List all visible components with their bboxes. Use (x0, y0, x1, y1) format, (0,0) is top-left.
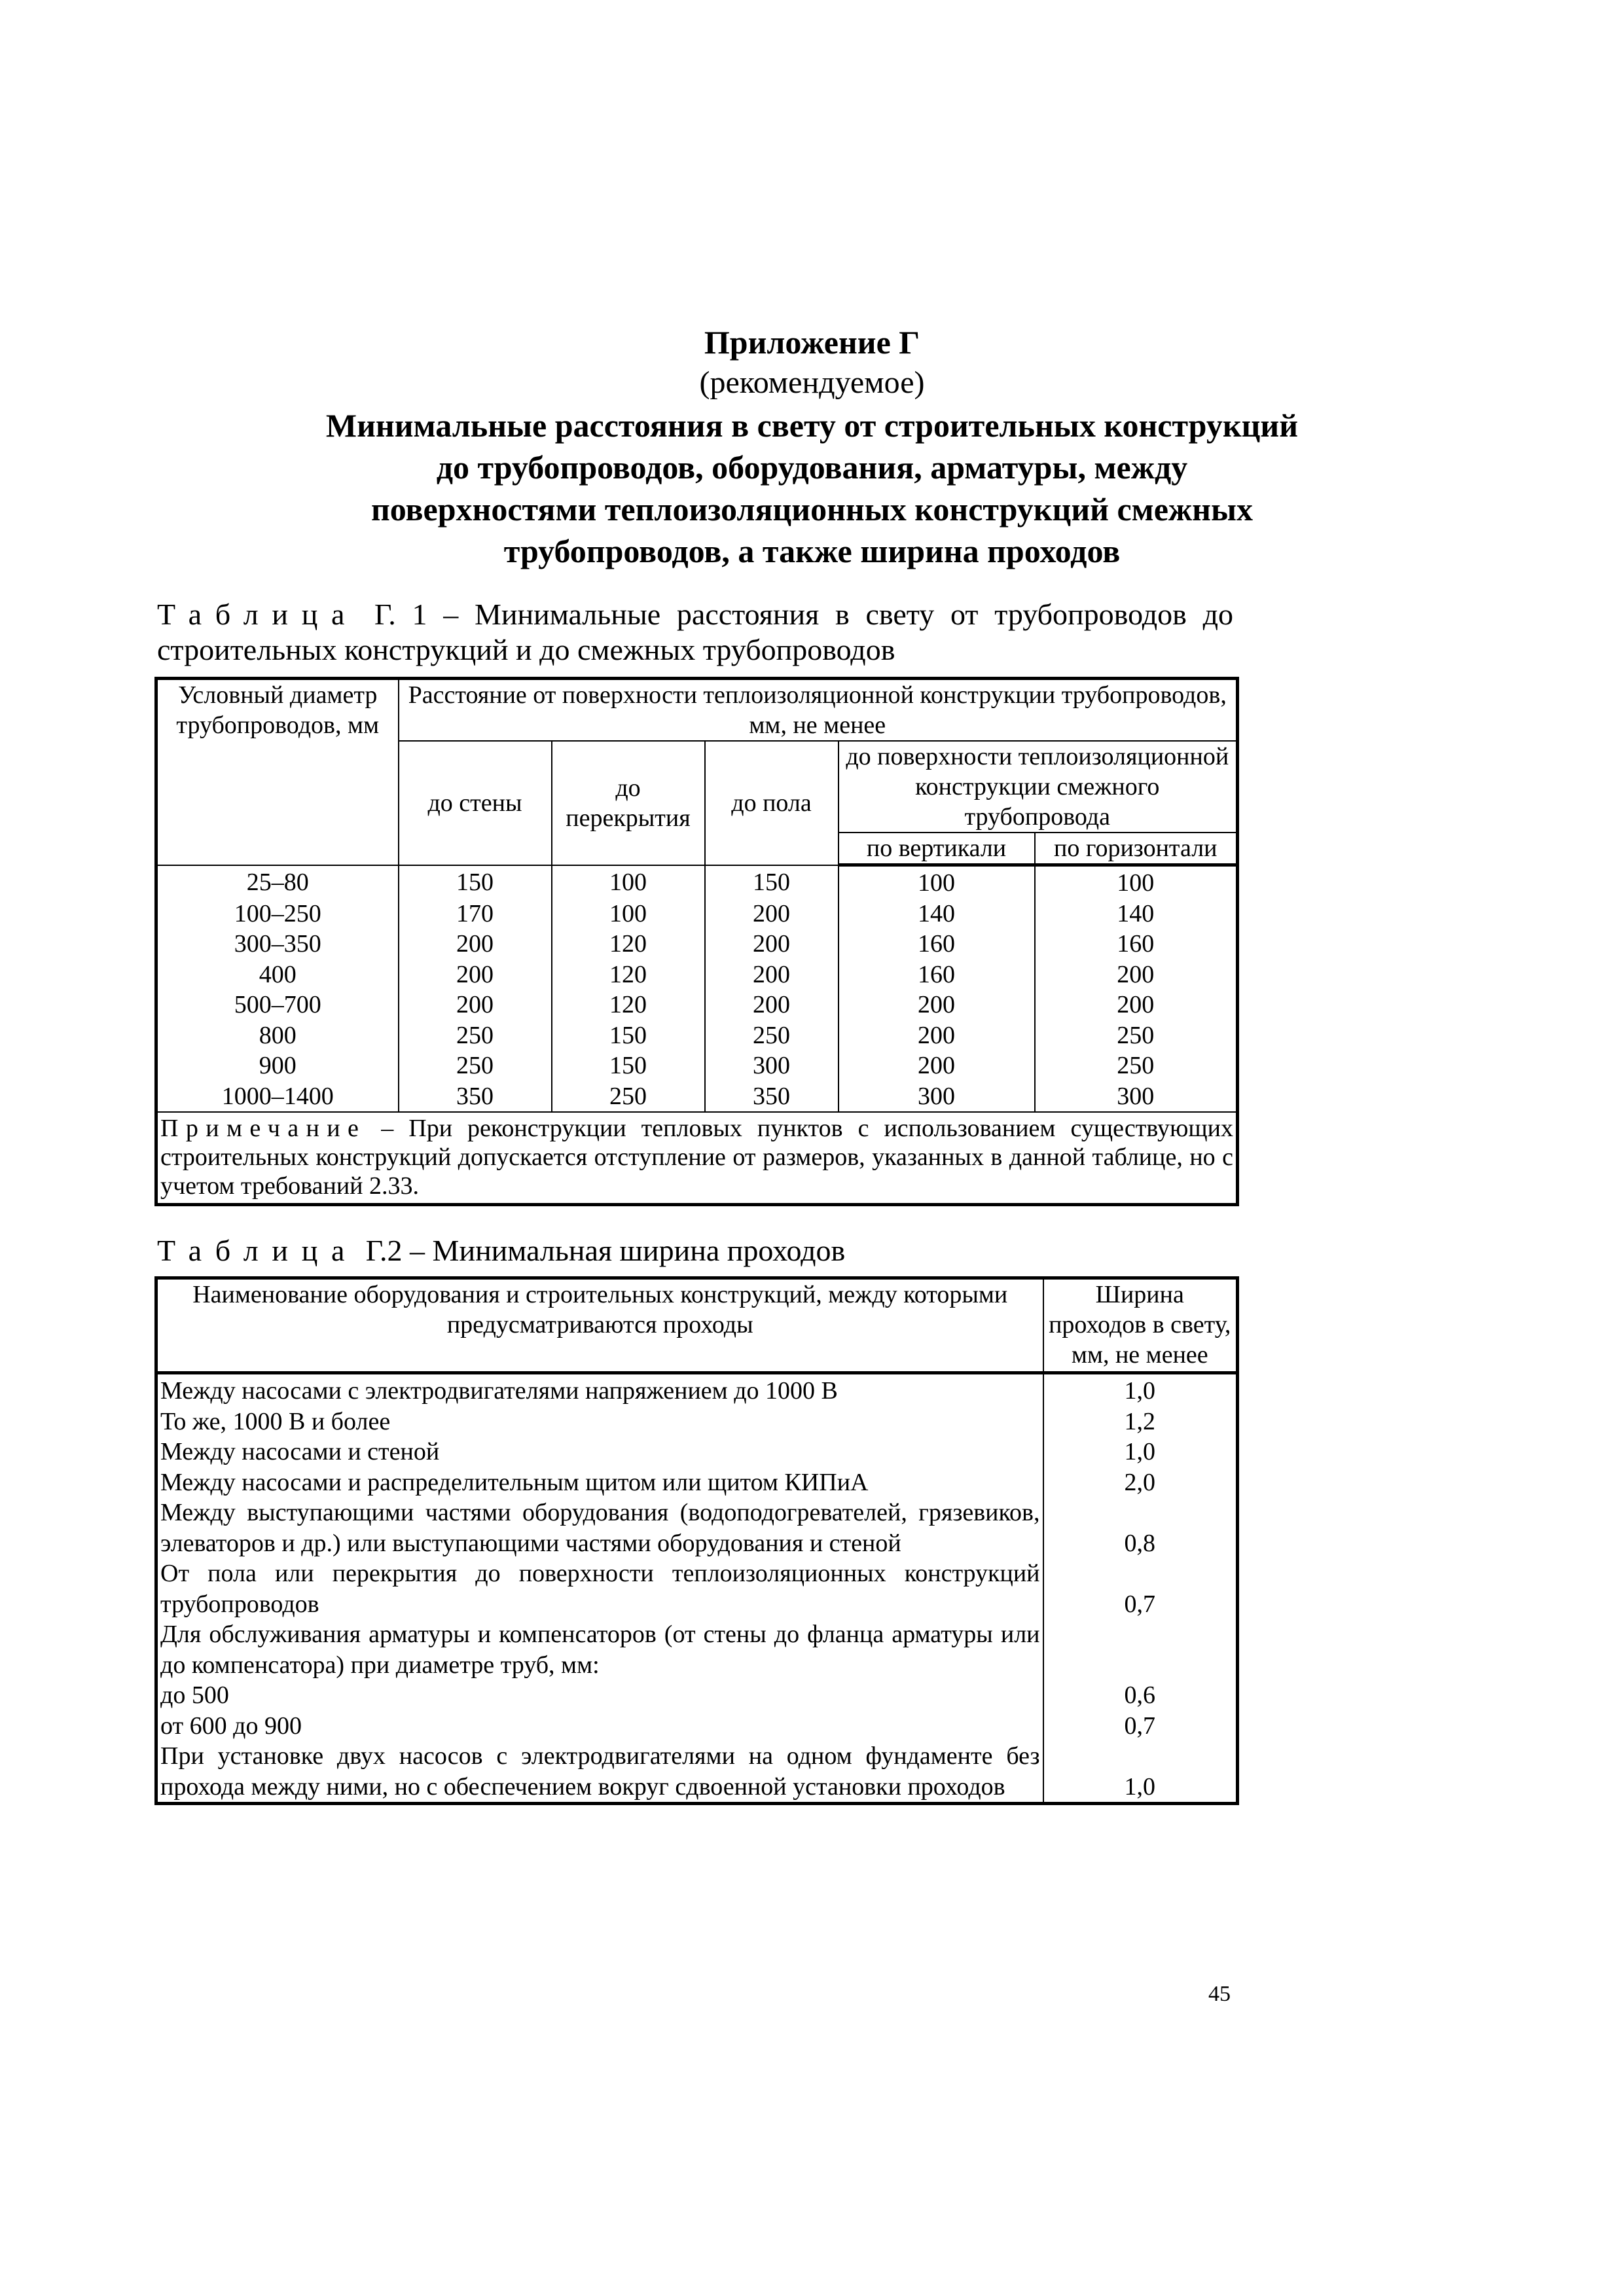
header-to-adjacent: до поверхности теплоизоляционной конструкции смежного трубопровода (839, 741, 1238, 833)
header-to-ceiling: до перекрытия (552, 741, 705, 865)
passage-width-value: 0,7 (1043, 1558, 1238, 1619)
table-cell: 500–700 (156, 990, 399, 1020)
subtitle-line: Минимальные расстояния в свету от строительных конструкций (325, 407, 1299, 444)
table-cell: 150 (552, 1020, 705, 1051)
table-row (156, 899, 1238, 929)
table1-caption-label: Таблица (157, 598, 359, 631)
table1-caption-text: Г. 1 – Минимальные расстояния в свету от трубопроводов до (374, 598, 1234, 631)
table-cell: 300 (839, 1081, 1035, 1113)
header-diameter: Условный диаметр трубопроводов, мм (156, 679, 399, 865)
equipment-description: Между выступающими частями оборудования (водоподогревателей, грязевиков, элеваторов и др.) или выступающими частями оборудования и стеной (156, 1498, 1043, 1558)
table-cell: 120 (552, 929, 705, 960)
table-cell: 100 (552, 899, 705, 929)
page-number: 45 (1208, 1982, 1231, 2006)
header-distance-group: Расстояние от поверхности теплоизоляционной конструкции трубопроводов, мм, не менее (399, 679, 1238, 742)
table-row (156, 1081, 1238, 1113)
table-row (156, 1467, 1238, 1498)
equipment-description: Для обслуживания арматуры и компенсаторов (от стены до фланца арматуры или до компенсатора) при диаметре труб, мм: (156, 1619, 1043, 1680)
equipment-description: до 500 (156, 1680, 1043, 1711)
table2-caption-text: Г.2 – Минимальная ширина проходов (365, 1234, 846, 1267)
header-to-wall: до стены (399, 741, 552, 865)
table-row (156, 1437, 1238, 1467)
table-row (156, 865, 1238, 899)
table-cell: 350 (399, 1081, 552, 1113)
table-cell: 200 (705, 960, 839, 990)
passage-width-value: 0,6 (1043, 1680, 1238, 1711)
appendix-title: Приложение Г (704, 324, 920, 361)
table-cell: 200 (399, 960, 552, 990)
table-cell: 100–250 (156, 899, 399, 929)
table-cell: 250 (705, 1020, 839, 1051)
passage-width-value (1043, 1619, 1238, 1680)
table-cell: 140 (839, 899, 1035, 929)
appendix-status: (рекомендуемое) (699, 365, 925, 400)
note-text: – При реконструкции тепловых пунктов с использованием существующих строительных конструкций допускается отступление от размеров, указанных в данной таблице, но с учетом требований 2.33. (160, 1115, 1233, 1200)
table-cell: 200 (839, 1020, 1035, 1051)
table-cell: 200 (399, 990, 552, 1020)
table-cell: 160 (839, 929, 1035, 960)
table-cell: 120 (552, 990, 705, 1020)
header-passage-width: Ширина проходов в свету, мм, не менее (1043, 1278, 1238, 1373)
table1-note (156, 1112, 1238, 1205)
header-horizontal: по горизонтали (1035, 833, 1238, 865)
table-cell: 140 (1035, 899, 1238, 929)
table-cell: 170 (399, 899, 552, 929)
table-row (156, 1498, 1238, 1558)
table-row (156, 1619, 1238, 1680)
table-cell: 800 (156, 1020, 399, 1051)
table-cell: 200 (839, 1050, 1035, 1081)
table-cell: 400 (156, 960, 399, 990)
passage-width-value: 2,0 (1043, 1467, 1238, 1498)
passage-width-value: 1,2 (1043, 1407, 1238, 1437)
table-cell: 250 (552, 1081, 705, 1113)
table-cell: 100 (839, 865, 1035, 899)
subtitle-line: до трубопроводов, оборудования, арматуры, между (436, 449, 1188, 486)
table2-caption (157, 1233, 1233, 1268)
equipment-description: От пола или перекрытия до поверхности теплоизоляционных конструкций трубопроводов (156, 1558, 1043, 1619)
table-cell: 150 (552, 1050, 705, 1081)
table-cell: 100 (1035, 865, 1238, 899)
table-cell: 160 (1035, 929, 1238, 960)
table-cell: 200 (1035, 960, 1238, 990)
table-cell: 120 (552, 960, 705, 990)
table-row (156, 990, 1238, 1020)
table-row (156, 1558, 1238, 1619)
table-row (156, 1373, 1238, 1407)
table-row (156, 1680, 1238, 1711)
table-cell: 200 (705, 899, 839, 929)
table-cell: 300 (705, 1050, 839, 1081)
table-row (156, 960, 1238, 990)
header-equipment-name: Наименование оборудования и строительных конструкций, между которыми предусматриваются проходы (156, 1278, 1043, 1373)
table-cell: 100 (552, 865, 705, 899)
table-cell: 25–80 (156, 865, 399, 899)
table-row (156, 1020, 1238, 1051)
table1-caption-line (157, 597, 1233, 632)
subtitle-line: трубопроводов, а также ширина проходов (503, 533, 1121, 569)
passage-width-value: 0,8 (1043, 1498, 1238, 1558)
passage-width-value: 1,0 (1043, 1437, 1238, 1467)
header-to-floor: до пола (705, 741, 839, 865)
equipment-description: Между насосами и стеной (156, 1437, 1043, 1467)
table-cell: 200 (399, 929, 552, 960)
equipment-description: При установке двух насосов с электродвигателями на одном фундаменте без прохода между ними, но с обеспечением вокруг сдвоенной установки проходов (156, 1741, 1043, 1804)
table-cell: 300 (1035, 1081, 1238, 1113)
passage-width-value: 1,0 (1043, 1373, 1238, 1407)
table-cell: 1000–1400 (156, 1081, 399, 1113)
equipment-description: Между насосами с электродвигателями напряжением до 1000 В (156, 1373, 1043, 1407)
table-cell: 200 (1035, 990, 1238, 1020)
table-cell: 250 (1035, 1020, 1238, 1051)
table-row (156, 929, 1238, 960)
passage-width-value: 0,7 (1043, 1711, 1238, 1742)
appendix-subtitle (0, 404, 1624, 572)
note-label: Примечание (160, 1115, 367, 1142)
table-cell: 250 (1035, 1050, 1238, 1081)
table-cell: 200 (839, 990, 1035, 1020)
table1-caption-line: строительных конструкций и до смежных трубопроводов (157, 633, 895, 666)
table-cell: 150 (705, 865, 839, 899)
table1-caption (157, 597, 1233, 668)
table2-min-passage-width (154, 1276, 1239, 1805)
table-cell: 250 (399, 1050, 552, 1081)
table-row (156, 1407, 1238, 1437)
table-cell: 200 (705, 929, 839, 960)
table-row (156, 1711, 1238, 1742)
equipment-description: То же, 1000 В и более (156, 1407, 1043, 1437)
table-row (156, 1741, 1238, 1804)
table-cell: 350 (705, 1081, 839, 1113)
table2-caption-label: Таблица (157, 1234, 359, 1267)
equipment-description: Между насосами и распределительным щитом или щитом КИПиА (156, 1467, 1043, 1498)
table-cell: 900 (156, 1050, 399, 1081)
table1-min-distances (154, 677, 1239, 1206)
table-cell: 250 (399, 1020, 552, 1051)
table-row (156, 1050, 1238, 1081)
table-cell: 160 (839, 960, 1035, 990)
subtitle-line: поверхностями теплоизоляционных конструкций смежных (370, 491, 1254, 528)
table-cell: 300–350 (156, 929, 399, 960)
header-vertical: по вертикали (839, 833, 1035, 865)
table-cell: 200 (705, 990, 839, 1020)
equipment-description: от 600 до 900 (156, 1711, 1043, 1742)
table-cell: 150 (399, 865, 552, 899)
passage-width-value: 1,0 (1043, 1741, 1238, 1804)
